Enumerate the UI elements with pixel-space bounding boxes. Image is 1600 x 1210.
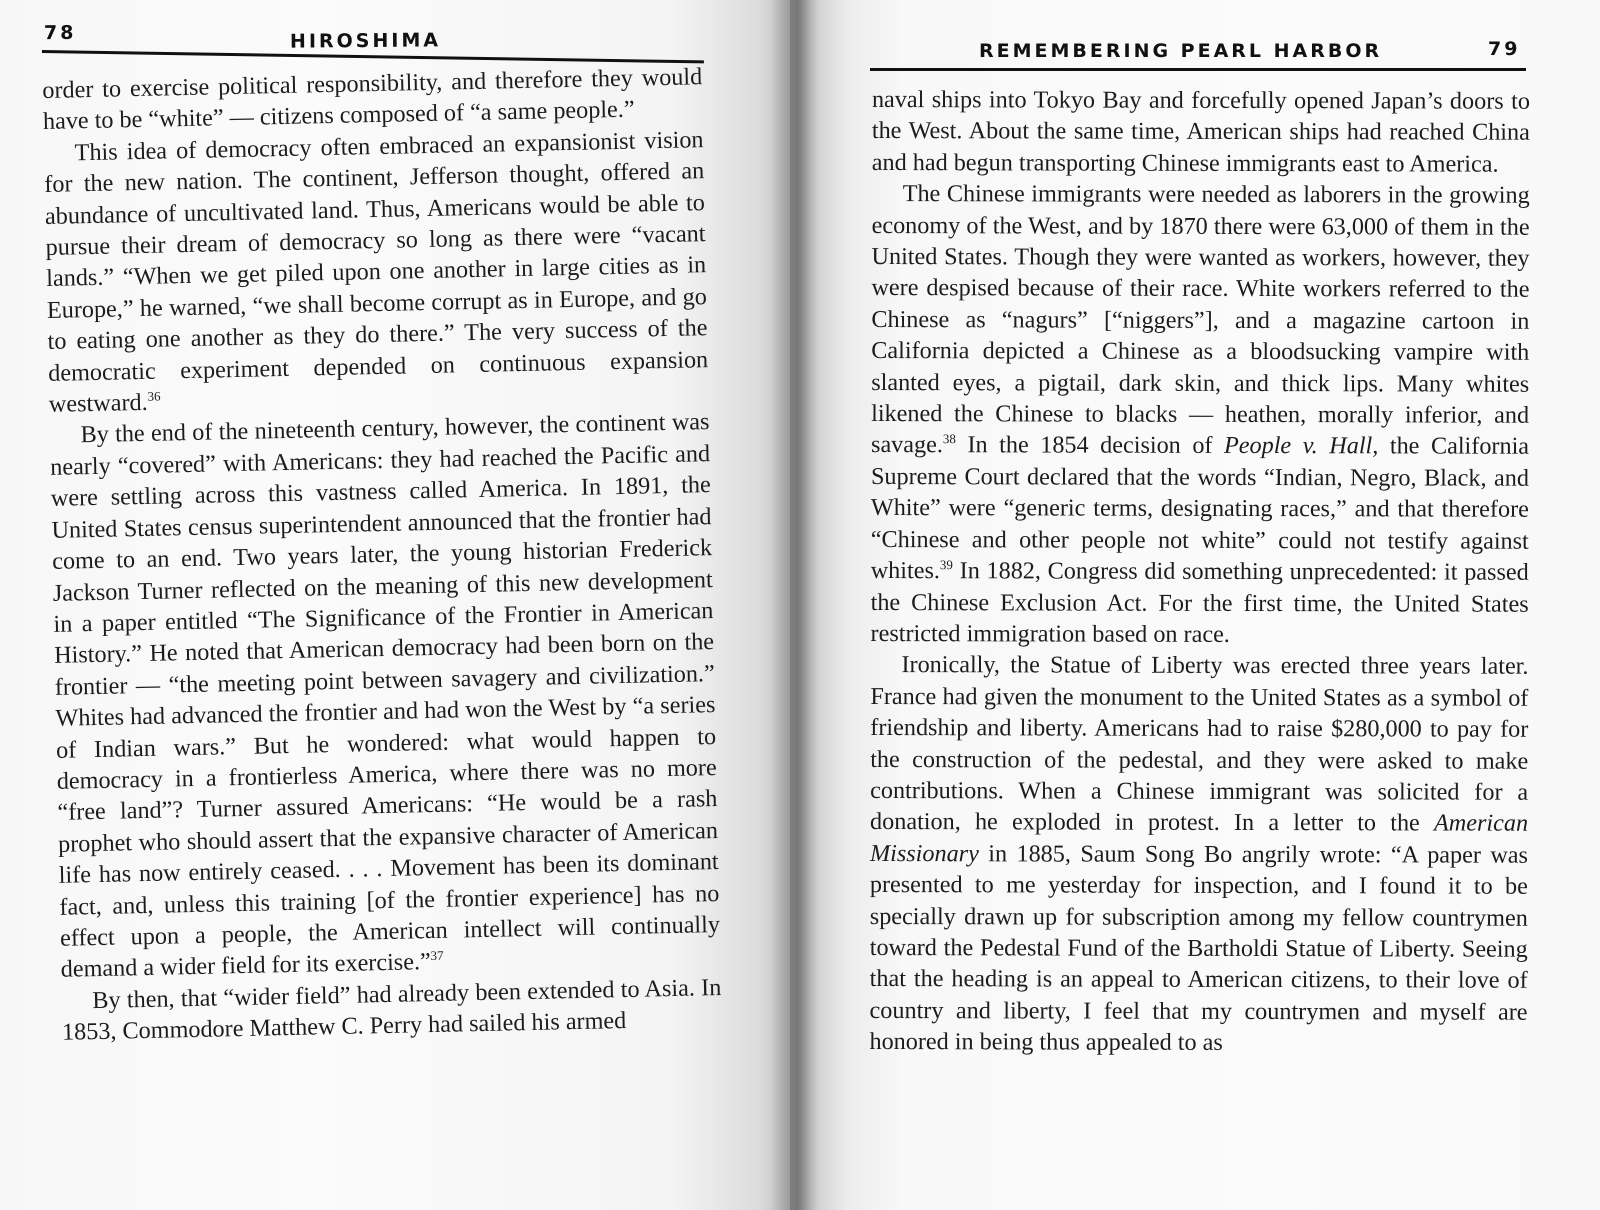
paragraph-text: The Chinese immigrants were needed as laborers in the growing economy of the West, and by 1870 there were 63,000 of them in the United States. Though they were wanted as workers, however, they were despised because of their race. White workers referred to the Chinese as “nagurs” [“niggers”], and a magazine cartoon in California depicted a Chinese as a bloodsucking vampire with slanted eyes, a pigtail, dark skin, and thick lips. Many whites likened the Chinese to blacks — heathen, morally inferior, and savage.: [871, 180, 1530, 459]
right-running-head: REMEMBERING PEARL HARBOR: [979, 40, 1383, 62]
right-page-number: 79: [1488, 38, 1521, 60]
footnote-marker: 37: [430, 948, 444, 964]
paragraph-text: in 1885, Saum Song Bo angrily wrote: “A paper was presented to me yesterday for inspection, and I found it to be specially drawn up for subscription among my fellow countrymen toward the Pedestal Fund of the Bartholdi Statue of Liberty. Seeing that the heading is an appeal to American citizens, to their love of country and liberty, I feel that my countrymen and myself are honored in being thus appealed to as: [869, 840, 1529, 1057]
paragraph: [869, 649, 1528, 1059]
right-page: [790, 0, 1600, 1210]
book-gutter: [770, 0, 820, 1210]
publication-title: American Missionary: [869, 809, 1529, 868]
paragraph: [49, 407, 721, 986]
paragraph: naval ships into Tokyo Bay and forcefully opened Japan’s doors to the West. About the same time, American ships had reached China and had begun transporting Chinese immigrants east to America.: [871, 85, 1530, 178]
right-body-text: [869, 84, 1530, 1059]
left-header-rule: [42, 50, 704, 63]
case-title: People v. Hall,: [1224, 432, 1379, 460]
paragraph-text: the California Supreme Court declared that the words “Indian, Negro, Black, and White” were “generic terms, designating races,” and that therefore “Chinese and other people not white” could not testify against whites.: [870, 432, 1530, 585]
paragraph: By then, that “wider field” had already been extended to Asia. In 1853, Commodore Matthew C. Perry had sailed his armed: [61, 973, 722, 1046]
footnote-marker: 38: [942, 431, 956, 447]
paragraph: [871, 178, 1530, 651]
left-page-number: 78: [43, 21, 77, 45]
left-running-head: HIROSHIMA: [289, 29, 442, 53]
paragraph-text: In 1882, Congress did something unprecedented: it passed the Chinese Exclusion Act. For the first time, the United States restricted immigration based on race.: [870, 557, 1529, 648]
left-body-text: [42, 61, 722, 1048]
paragraph-text: In the 1854 decision of: [955, 431, 1225, 460]
footnote-marker: 39: [939, 557, 953, 573]
left-page: [0, 0, 790, 1210]
paragraph: [43, 124, 709, 420]
right-header-rule: [870, 68, 1526, 71]
paragraph: order to exercise political responsibility, and therefore they would have to be “white” — citizens composed of “a same people.”: [42, 63, 703, 136]
paragraph-text: This idea of democracy often embraced an expansionist vision for the new nation. The continent, Jefferson thought, offered an abundance of uncultivated land. Thus, Americans would be able to pursue their dream of democracy so long as there were “vacant lands.” “When we get piled upon one another in large cities as in Europe,” he warned, “we shall become corrupt as in Europe, and go to eating one another as they do there.” The very success of the democratic experiment depended on continuous expansion westward.: [44, 125, 709, 418]
paragraph-text: Ironically, the Statue of Liberty was erected three years later. France had given the monument to the United States as a symbol of friendship and liberty. Americans had to raise $280,000 to pay for the construction of the pedestal, and they were asked to make contributions. When a Chinese immigrant was solicited for a donation, he exploded in protest. In a letter to the: [870, 651, 1529, 837]
paragraph-text: By the end of the nineteenth century, however, the continent was nearly “covered” with Americans: they had reached the Pacific and were settling across this vastness called America. In 1891, the United States census superintendent announced that the frontier had come to an end. Two years later, the young historian Frederick Jackson Turner reflected on the meaning of this new development in a paper entitled “The Significance of the Frontier in American History.” He noted that American democracy had been born on the frontier — “the meeting point between savagery and civilization.” Whites had advanced the frontier and had won the West by “a series of Indian wars.” But he wondered: what would happen to democracy in a frontierless America, where there was no more “free land”? Turner assured Americans: “He would be a rash prophet who should assert that the expansive character of American life has now entirely ceased. . . . Movement has been its dominant fact, and, unless this training [of the frontier experience] has no effect upon a people, the American intellect will continually demand a wider field for its exercise.”: [49, 408, 721, 984]
footnote-marker: 36: [147, 388, 161, 404]
